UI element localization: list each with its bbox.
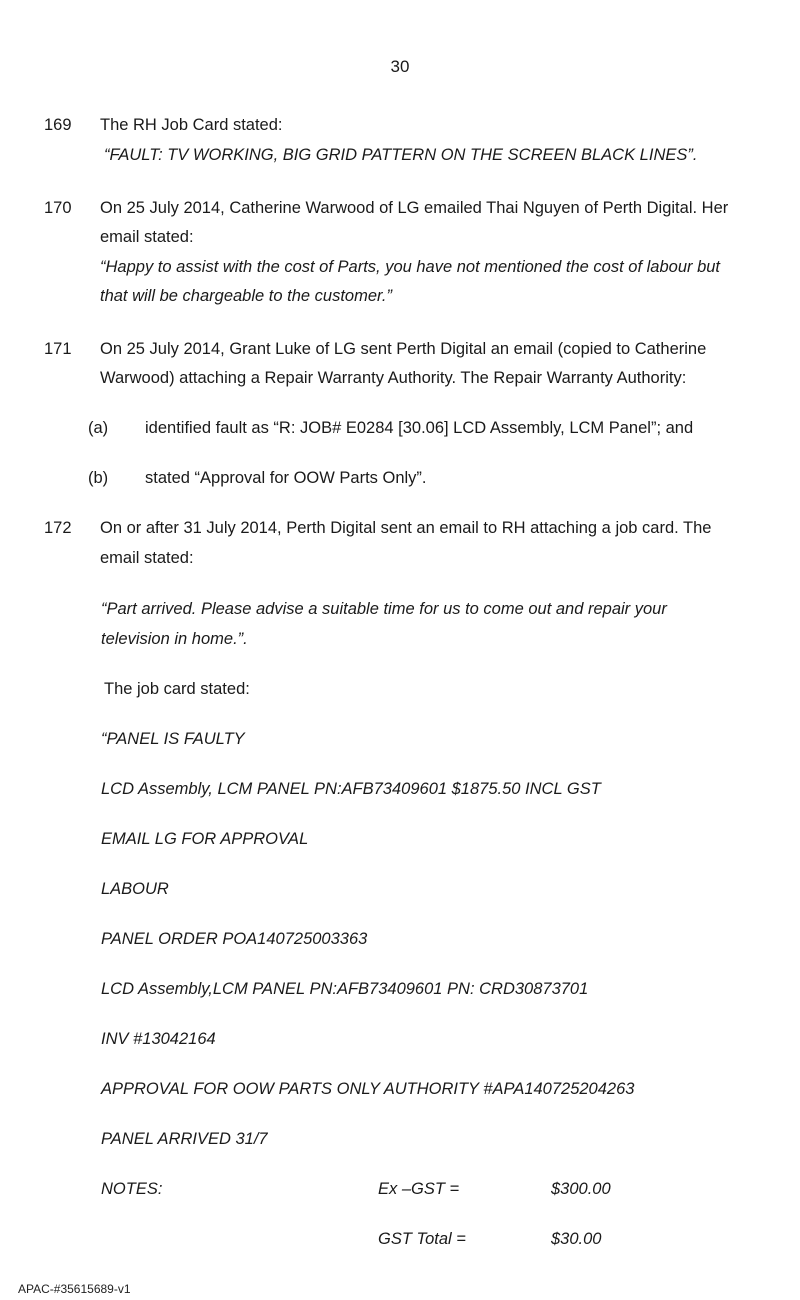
job-card-line: LCD Assembly, LCM PANEL PN:AFB73409601 $1875.50 INCL GST: [101, 780, 601, 798]
paragraph-170-line2: email stated:: [100, 228, 194, 246]
job-card-intro: The job card stated:: [104, 680, 250, 698]
paragraph-number-170: 170: [44, 199, 72, 217]
job-card-line: PANEL ARRIVED 31/7: [101, 1130, 268, 1148]
document-footer-id: APAC-#35615689-v1: [18, 1282, 131, 1296]
job-card-line: APPROVAL FOR OOW PARTS ONLY AUTHORITY #APA140725204263: [101, 1080, 635, 1098]
paragraph-172-quote2: television in home.”.: [101, 630, 248, 648]
paragraph-172-quote1: “Part arrived. Please advise a suitable time for us to come out and repair your: [101, 600, 667, 618]
paragraph-171-line2: Warwood) attaching a Repair Warranty Authority. The Repair Warranty Authority:: [100, 369, 687, 387]
paragraph-number-172: 172: [44, 519, 72, 537]
paragraph-169-quote: “FAULT: TV WORKING, BIG GRID PATTERN ON THE SCREEN BLACK LINES”.: [104, 146, 698, 164]
total-label-ex-gst: Ex –GST =: [378, 1180, 460, 1198]
sub-item-text-b: stated “Approval for OOW Parts Only”.: [145, 469, 427, 487]
sub-item-label-a: (a): [88, 419, 109, 437]
paragraph-170-quote1: “Happy to assist with the cost of Parts, you have not mentioned the cost of labour but: [100, 258, 721, 276]
paragraph-172-line2: email stated:: [100, 549, 194, 567]
sub-item-text-a: identified fault as “R: JOB# E0284 [30.06] LCD Assembly, LCM Panel”; and: [145, 419, 694, 437]
job-card-line: EMAIL LG FOR APPROVAL: [101, 830, 309, 848]
total-value-gst: $30.00: [551, 1230, 602, 1248]
job-card-line: “PANEL IS FAULTY: [101, 730, 245, 748]
paragraph-171-line1: On 25 July 2014, Grant Luke of LG sent Perth Digital an email (copied to Catherine: [100, 340, 707, 358]
notes-label: NOTES:: [101, 1180, 163, 1198]
paragraph-172-line1: On or after 31 July 2014, Perth Digital sent an email to RH attaching a job card. The: [100, 519, 712, 537]
paragraph-170-quote2: that will be chargeable to the customer.”: [100, 287, 392, 305]
page-number: 30: [390, 57, 410, 76]
paragraph-number-169: 169: [44, 116, 72, 134]
sub-item-label-b: (b): [88, 469, 109, 487]
job-card-line: LABOUR: [101, 880, 169, 898]
job-card-line: PANEL ORDER POA140725003363: [101, 930, 368, 948]
job-card-line: INV #13042164: [101, 1030, 216, 1048]
total-label-gst: GST Total =: [378, 1230, 466, 1248]
job-card-line: LCD Assembly,LCM PANEL PN:AFB73409601 PN: CRD30873701: [101, 980, 589, 998]
paragraph-170-line1: On 25 July 2014, Catherine Warwood of LG emailed Thai Nguyen of Perth Digital. Her: [100, 199, 729, 217]
paragraph-169-text: The RH Job Card stated:: [100, 116, 283, 134]
total-value-ex-gst: $300.00: [551, 1180, 611, 1198]
paragraph-number-171: 171: [44, 340, 72, 358]
